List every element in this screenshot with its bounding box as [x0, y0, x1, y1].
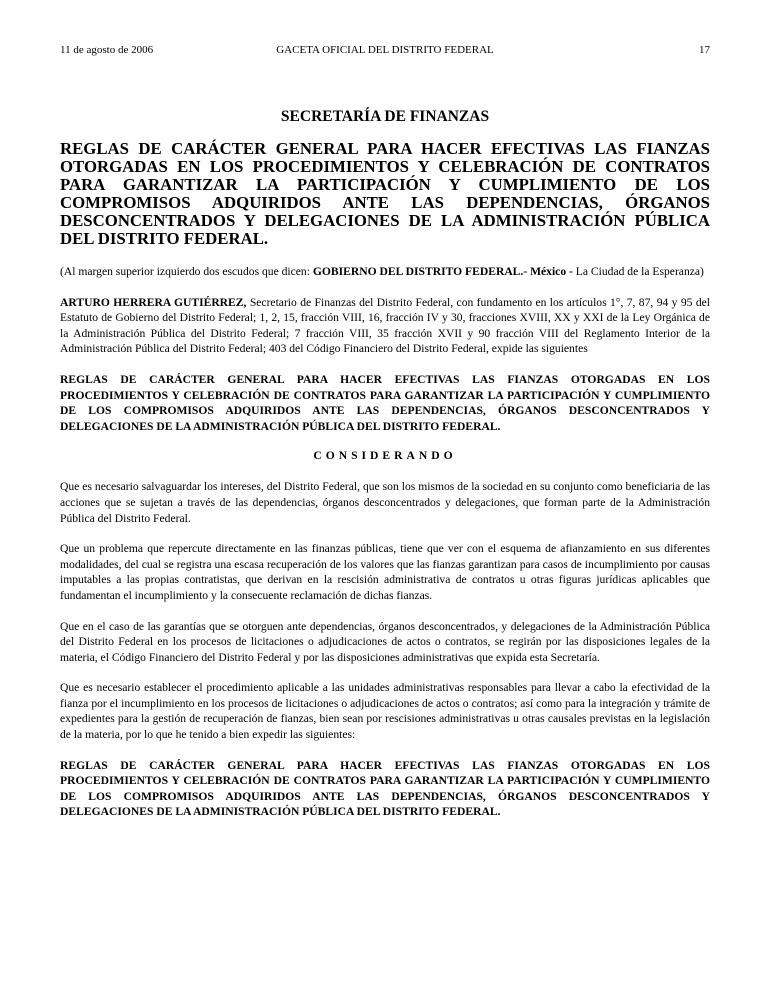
preamble-text: Secretario de Finanzas del Distrito Federal, con fundamento en los artículos 1°, 7, 87, 94 y 95 del Estatuto de Gobierno del Distrito Federal; 1, 2, 15, fracción VIII, 16, fracción IV y 30, fracciones XVIII, XX y XXI de la Ley Orgánica de la Administración Pública del Distrito Federal; 7 fracción VIII, 35 fracción XVII y 90 fracción VIII del Reglamento Interior de la Administración Pública del Distrito Federal; 403 del Código Financiero del Distrito Federal, expide las siguientes [60, 295, 711, 356]
rules-title-2: REGLAS DE CARÁCTER GENERAL PARA HACER EFECTIVAS LAS FIANZAS OTORGADAS EN LOS PROCEDIMIENTOS Y CELEBRACIÓN DE CONTRATOS PARA GARANTIZAR LA PARTICIPACIÓN Y CUMPLIMIENTO DE LOS COMPROMISOS ADQUIRIDOS ANTE LAS DEPENDENCIAS, ÓRGANOS DESCONCENTRADOS Y DELEGACIONES DE LA ADMINISTRACIÓN PÚBLICA DEL DISTRITO FEDERAL. [60, 758, 710, 819]
document-body [60, 108, 710, 835]
paragraph: Que es necesario establecer el procedimiento aplicable a las unidades administrativas responsables para llevar a cabo la efectividad de la fianza por el incumplimiento en los procesos de licitaciones o adjudicaciones de actos o contratos; así como para la integración y trámite de expedientes para la gestión de recuperación de fianzas, bien sean por rescisiones administrativas u otras causales previstas en la legislación de la materia, por lo que he tenido a bien expedir las siguientes: [60, 681, 710, 742]
considerando-heading: CONSIDERANDO [313, 449, 457, 463]
main-title: REGLAS DE CARÁCTER GENERAL PARA HACER EFECTIVAS LAS FIANZAS OTORGADAS EN LOS PROCEDIMIENTOS Y CELEBRACIÓN DE CONTRATOS PARA GARANTIZAR LA PARTICIPACIÓN Y CUMPLIMIENTO DE LOS COMPROMISOS ADQUIRIDOS ANTE LAS DEPENDENCIAS, ÓRGANOS DESCONCENTRADOS Y DELEGACIONES DE LA ADMINISTRACIÓN PÚBLICA DEL DISTRITO FEDERAL. [60, 139, 710, 248]
preamble [60, 295, 710, 357]
section-title: SECRETARÍA DE FINANZAS [280, 108, 490, 125]
margin-note-text-end: La Ciudad de la Esperanza) [572, 265, 704, 278]
page-header [60, 44, 710, 60]
paragraph: Que un problema que repercute directamente en las finanzas públicas, tiene que ver con el esquema de afianzamiento en sus diferentes modalidades, del cual se registra una escasa recuperación de los valores que las fianzas garantizan para casos de incumplimiento por causas imputables a las propias contratistas, que derivan en la rescisión administrativa de contratos u otras figuras jurídicas aplicables que fundamentan el incumplimiento y la consecuente reclamación de dichas fianzas. [60, 542, 710, 602]
header-publication: GACETA OFICIAL DEL DISTRITO FEDERAL [276, 44, 494, 56]
margin-note-text: (Al margen superior izquierdo dos escudos que dicen: [60, 265, 313, 278]
header-date: 11 de agosto de 2006 [60, 44, 154, 56]
margin-note [60, 264, 710, 280]
preamble-name: ARTURO HERRERA GUTIÉRREZ, [60, 295, 247, 309]
paragraph: Que en el caso de las garantías que se otorguen ante dependencias, órganos desconcentrados, y delegaciones de la Administración Pública del Distrito Federal en los procesos de licitaciones o adjudicaciones de actos o contratos, se regirán por las disposiciones legales de la materia, el Código Financiero del Distrito Federal y por las disposiciones administrativas que expida esta Secretaría. [60, 619, 710, 664]
paragraph: Que es necesario salvaguardar los intereses, del Distrito Federal, que son los mismos de la sociedad en su conjunto como beneficiaria de las acciones que se sujetan a través de las dependencias, órganos desconcentrados y delegaciones, que forman parte de la Administración Pública del Distrito Federal. [60, 480, 710, 525]
rules-title-1: REGLAS DE CARÁCTER GENERAL PARA HACER EFECTIVAS LAS FIANZAS OTORGADAS EN LOS PROCEDIMIENTOS Y CELEBRACIÓN DE CONTRATOS PARA GARANTIZAR LA PARTICIPACIÓN Y CUMPLIMIENTO DE LOS COMPROMISOS ADQUIRIDOS ANTE LAS DEPENDENCIAS, ÓRGANOS DESCONCENTRADOS Y DELEGACIONES DE LA ADMINISTRACIÓN PÚBLICA DEL DISTRITO FEDERAL. [60, 372, 710, 433]
header-page-number: 17 [699, 44, 710, 56]
margin-note-bold: GOBIERNO DEL DISTRITO FEDERAL.- México - [312, 265, 573, 278]
